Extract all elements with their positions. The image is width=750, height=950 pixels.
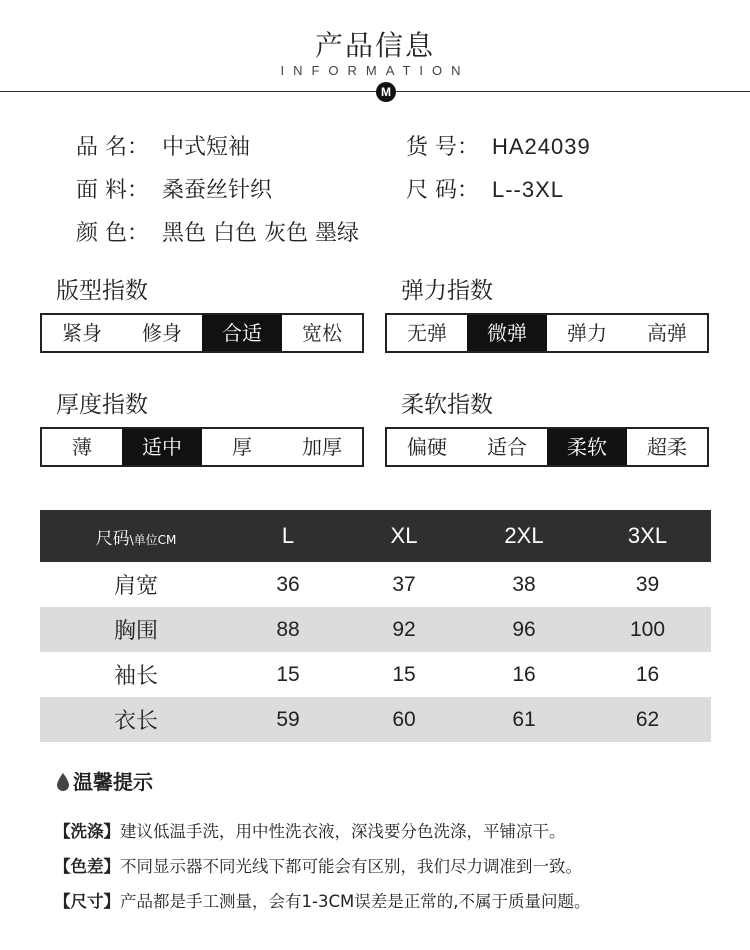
info-size-value: L--3XL: [492, 177, 565, 202]
m-badge-icon: M: [376, 82, 396, 102]
table-cell: 39: [635, 572, 660, 596]
page-title: 产品信息: [314, 29, 435, 62]
table-row: [40, 562, 711, 607]
table-cell: 61: [464, 697, 584, 742]
info-fabric-value: 桑蚕丝针织: [162, 178, 273, 203]
info-sku: [406, 130, 591, 161]
info-color: [76, 216, 359, 247]
tip-tag: 【尺寸】: [54, 892, 120, 911]
water-drop-icon: [56, 772, 70, 792]
size-table-corner: [40, 510, 232, 562]
size-col-header: 2XL: [464, 510, 584, 562]
table-cell: 96: [464, 607, 584, 652]
table-cell: 60: [344, 697, 464, 742]
size-col-header: L: [232, 510, 344, 562]
table-cell: 100: [584, 607, 711, 652]
fit-option: 宽松: [302, 321, 342, 345]
tips-heading-text: 温馨提示: [73, 770, 153, 794]
info-size: [406, 173, 564, 204]
size-col-header: 3XL: [584, 510, 711, 562]
softness-option: 柔软: [547, 429, 627, 465]
row-label: 袖长: [113, 664, 158, 689]
size-col-header: XL: [344, 510, 464, 562]
table-cell: 38: [512, 572, 536, 596]
thickness-index-scale: [40, 427, 364, 467]
elastic-option: 无弹: [407, 321, 447, 345]
info-name-label: 品 名：: [76, 135, 149, 160]
softness-index-title: 柔软指数: [401, 392, 493, 418]
row-label: 肩宽: [113, 574, 158, 599]
fit-option: 紧身: [62, 321, 102, 345]
softness-option: 超柔: [647, 435, 687, 459]
tip-color-diff: [54, 853, 582, 877]
elastic-index-title: 弹力指数: [401, 278, 493, 304]
size-table-header: [40, 510, 711, 562]
tip-text: 产品都是手工测量，会有1-3CM误差是正常的,不属于质量问题。: [120, 892, 591, 911]
info-fabric: [76, 173, 272, 204]
elastic-index-scale: [385, 313, 709, 353]
tip-size: [54, 888, 590, 912]
tip-tag: 【色差】: [54, 857, 120, 876]
header-divider: [0, 91, 750, 92]
row-label: 胸围: [40, 607, 232, 652]
fit-option: 修身: [142, 321, 182, 345]
table-cell: 37: [392, 572, 416, 596]
table-cell: 16: [635, 662, 660, 686]
table-cell: 92: [344, 607, 464, 652]
info-size-label: 尺 码：: [406, 178, 479, 203]
thickness-option: 薄: [72, 435, 92, 459]
fit-index-title: 版型指数: [56, 278, 148, 304]
table-cell: 16: [512, 662, 536, 686]
table-row: [40, 697, 711, 742]
softness-option: 偏硬: [407, 435, 447, 459]
size-corner-label: 尺码: [95, 528, 130, 549]
fit-option: 合适: [202, 315, 282, 351]
softness-option: 适合: [487, 435, 527, 459]
info-fabric-label: 面 料：: [76, 178, 149, 203]
thickness-index-title: 厚度指数: [56, 392, 148, 418]
tips-heading: [56, 766, 153, 795]
size-corner-unit: \单位CM: [129, 532, 177, 547]
softness-index-scale: [385, 427, 709, 467]
table-cell: 88: [232, 607, 344, 652]
table-cell: 36: [276, 572, 300, 596]
size-table: [40, 510, 711, 742]
thickness-option: 适中: [122, 429, 202, 465]
table-row: [40, 652, 711, 697]
page-subtitle: INFORMATION: [280, 63, 470, 78]
tip-wash: [54, 818, 566, 842]
info-name-value: 中式短袖: [162, 135, 251, 160]
tip-tag: 【洗涤】: [54, 822, 120, 841]
elastic-option: 微弹: [467, 315, 547, 351]
info-color-label: 颜 色：: [76, 221, 149, 246]
fit-index-scale: [40, 313, 364, 353]
tip-text: 建议低温手洗，用中性洗衣液，深浅要分色洗涤，平铺凉干。: [120, 822, 566, 841]
thickness-option: 加厚: [302, 435, 342, 459]
elastic-option: 弹力: [567, 321, 607, 345]
elastic-option: 高弹: [647, 321, 687, 345]
tip-text: 不同显示器不同光线下都可能会有区别，我们尽力调准到一致。: [120, 857, 582, 876]
row-label: 衣长: [40, 697, 232, 742]
info-name: [76, 130, 250, 161]
table-cell: 15: [276, 662, 300, 686]
thickness-option: 厚: [232, 435, 252, 459]
table-cell: 62: [584, 697, 711, 742]
info-sku-label: 货 号：: [406, 135, 479, 160]
table-cell: 59: [232, 697, 344, 742]
info-color-value: 黑色 白色 灰色 墨绿: [162, 221, 359, 246]
info-sku-value: HA24039: [492, 134, 591, 159]
table-row: [40, 607, 711, 652]
table-cell: 15: [392, 662, 416, 686]
